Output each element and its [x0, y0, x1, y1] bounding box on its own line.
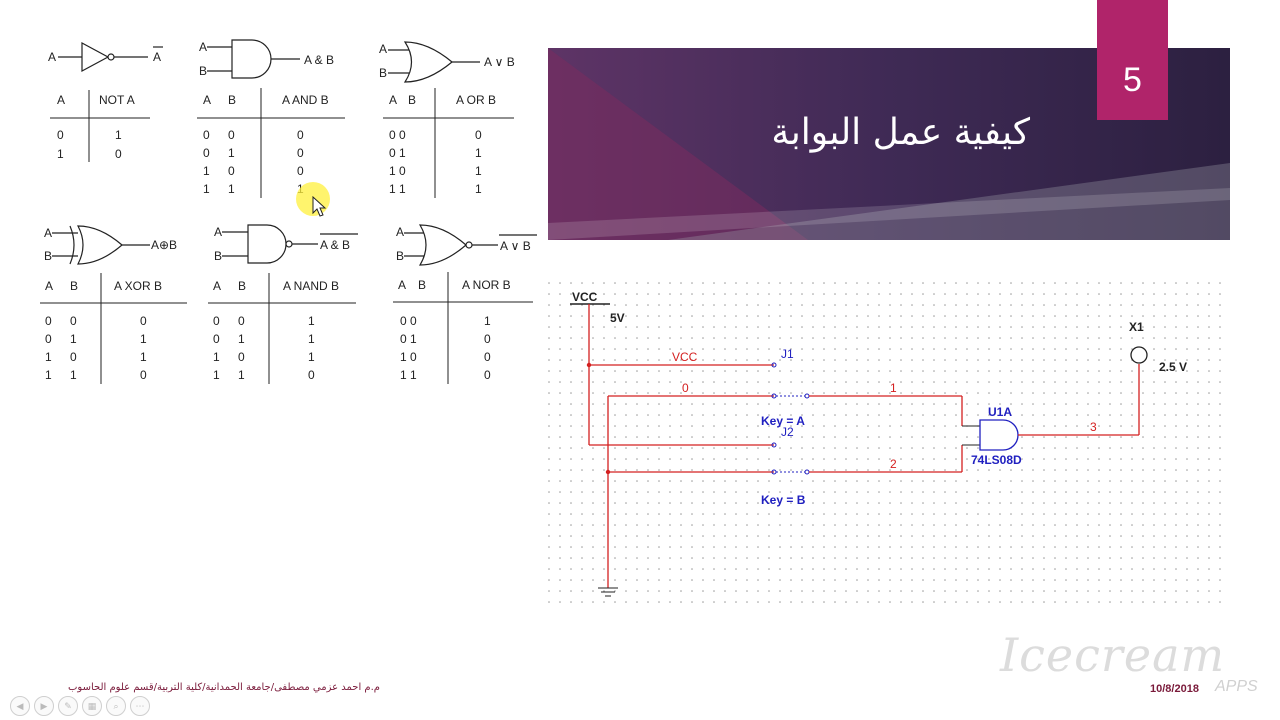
vcc-label: VCC [572, 290, 598, 304]
svg-text:0: 0 [213, 332, 220, 346]
and-input-a: A [199, 40, 208, 54]
svg-text:1: 1 [70, 368, 77, 382]
svg-text:1: 1 [213, 350, 220, 364]
net-2-label: 2 [890, 457, 897, 471]
svg-text:0: 0 [213, 314, 220, 328]
or-input-b: B [379, 66, 388, 80]
not-cell: 1 [57, 147, 64, 161]
svg-text:0: 0 [297, 164, 304, 178]
not-input-a: A [48, 50, 57, 64]
svg-text:1: 1 [475, 182, 482, 196]
svg-text:0 1: 0 1 [400, 332, 417, 346]
nor-input-a: A [396, 225, 405, 239]
vcc-value: 5V [610, 311, 625, 325]
gate-part-label: 74LS08D [971, 453, 1022, 467]
svg-text:1: 1 [308, 332, 315, 346]
svg-text:0: 0 [45, 332, 52, 346]
not-cell: 0 [115, 147, 122, 161]
svg-text:1 1: 1 1 [389, 182, 406, 196]
and-input-b: B [199, 64, 208, 78]
svg-text:0: 0 [297, 128, 304, 142]
svg-text:0: 0 [308, 368, 315, 382]
nor-input-b: B [396, 249, 405, 263]
nand-output-label: A & B [320, 238, 351, 252]
slides-icon[interactable]: ▦ [82, 696, 102, 716]
and-output-label: A & B [304, 53, 335, 67]
svg-text:0: 0 [140, 368, 147, 382]
or-gate-diagram [388, 42, 480, 82]
not-header-a: A [57, 93, 66, 107]
and-gate-u1a[interactable] [980, 420, 1018, 450]
net-3-label: 3 [1090, 420, 1097, 434]
pen-icon[interactable]: ✎ [58, 696, 78, 716]
svg-text:1: 1 [140, 350, 147, 364]
svg-text:1: 1 [308, 350, 315, 364]
xor-gate-diagram [52, 226, 150, 264]
net-0-label: 0 [682, 381, 689, 395]
and-header: A [203, 93, 212, 107]
nand-header: B [238, 279, 247, 293]
nor-header: B [418, 278, 427, 292]
or-header: A [389, 93, 398, 107]
probe-ref-label: X1 [1129, 320, 1144, 334]
svg-text:0: 0 [228, 164, 235, 178]
svg-text:1: 1 [45, 368, 52, 382]
svg-text:1: 1 [213, 368, 220, 382]
svg-text:1: 1 [228, 182, 235, 196]
xor-header: B [70, 279, 79, 293]
svg-text:1: 1 [238, 332, 245, 346]
xor-input-b: B [44, 249, 53, 263]
and-header: A AND B [282, 93, 329, 107]
svg-text:1: 1 [228, 146, 235, 160]
watermark-logo: Icecream [1000, 628, 1226, 682]
not-cell: 1 [115, 128, 122, 142]
xor-output-label: A⊕B [151, 238, 178, 252]
svg-text:0: 0 [70, 350, 77, 364]
not-output-label: A [153, 50, 162, 64]
svg-text:0: 0 [203, 128, 210, 142]
switch-j1-label: J1 [781, 347, 794, 361]
svg-text:1: 1 [475, 146, 482, 160]
nor-output-label: A ∨ B [500, 239, 531, 253]
svg-text:1: 1 [203, 164, 210, 178]
probe-lamp-icon[interactable] [1131, 347, 1147, 363]
svg-text:0: 0 [228, 128, 235, 142]
xor-header: A XOR B [114, 279, 163, 293]
svg-text:1: 1 [308, 314, 315, 328]
or-header: B [408, 93, 417, 107]
svg-text:0: 0 [238, 314, 245, 328]
svg-text:1 0: 1 0 [400, 350, 417, 364]
svg-text:1 0: 1 0 [389, 164, 406, 178]
not-gate-diagram [58, 43, 163, 71]
net-vcc-label: VCC [672, 350, 698, 364]
svg-text:1: 1 [70, 332, 77, 346]
svg-text:0: 0 [70, 314, 77, 328]
key-b-label: Key = B [761, 493, 806, 507]
svg-text:0: 0 [238, 350, 245, 364]
and-table-body [203, 128, 304, 196]
svg-text:0: 0 [140, 314, 147, 328]
slide-number-badge: 5 [1097, 0, 1168, 120]
svg-text:1: 1 [140, 332, 147, 346]
slide-title: كيفية عمل البوابة [771, 112, 1030, 153]
watermark-sub: APPS [1215, 678, 1258, 695]
or-input-a: A [379, 42, 388, 56]
gate-ref-label: U1A [988, 405, 1013, 419]
xor-input-a: A [44, 226, 53, 240]
key-a-label: Key = A [761, 414, 805, 428]
zoom-icon[interactable]: ⌕ [106, 696, 126, 716]
probe-value-label: 2.5 V [1159, 360, 1188, 374]
or-output-label: A ∨ B [484, 55, 515, 69]
not-header-out: NOT A [99, 93, 135, 107]
svg-text:0 1: 0 1 [389, 146, 406, 160]
net-1-label: 1 [890, 381, 897, 395]
footer-author: م.م احمد عزمي مصطفى/جامعة الحمدانية/كلية التربية/قسم علوم الحاسوب [68, 682, 380, 693]
nand-table-body [213, 314, 315, 382]
svg-text:1 1: 1 1 [400, 368, 417, 382]
more-icon[interactable]: ⋯ [130, 696, 150, 716]
and-gate-diagram [207, 40, 300, 78]
svg-text:1: 1 [45, 350, 52, 364]
svg-text:0: 0 [45, 314, 52, 328]
nor-table-body [400, 314, 491, 382]
presentation-controls [10, 696, 150, 716]
footer-date: 10/8/2018 [1150, 683, 1199, 695]
svg-text:0: 0 [475, 128, 482, 142]
nand-header: A NAND B [283, 279, 340, 293]
previous-icon[interactable]: ◀ [10, 696, 30, 716]
svg-text:0: 0 [203, 146, 210, 160]
svg-text:1: 1 [203, 182, 210, 196]
svg-text:0: 0 [484, 368, 491, 382]
svg-text:0: 0 [484, 350, 491, 364]
switch-j2-label: J2 [781, 425, 794, 439]
mouse-pointer-icon [312, 196, 328, 218]
svg-text:0 0: 0 0 [389, 128, 406, 142]
nand-input-b: B [214, 249, 223, 263]
circuit-schematic [548, 282, 1230, 612]
and-header: B [228, 93, 237, 107]
next-icon[interactable]: ▶ [34, 696, 54, 716]
xor-header: A [45, 279, 54, 293]
xor-table-body [45, 314, 147, 382]
svg-text:0: 0 [484, 332, 491, 346]
svg-text:1: 1 [475, 164, 482, 178]
svg-text:0 0: 0 0 [400, 314, 417, 328]
not-cell: 0 [57, 128, 64, 142]
nand-header: A [213, 279, 222, 293]
nor-header: A NOR B [462, 278, 511, 292]
svg-text:1: 1 [238, 368, 245, 382]
nand-input-a: A [214, 225, 223, 239]
nor-header: A [398, 278, 407, 292]
svg-text:1: 1 [484, 314, 491, 328]
svg-text:0: 0 [297, 146, 304, 160]
or-header: A OR B [456, 93, 497, 107]
